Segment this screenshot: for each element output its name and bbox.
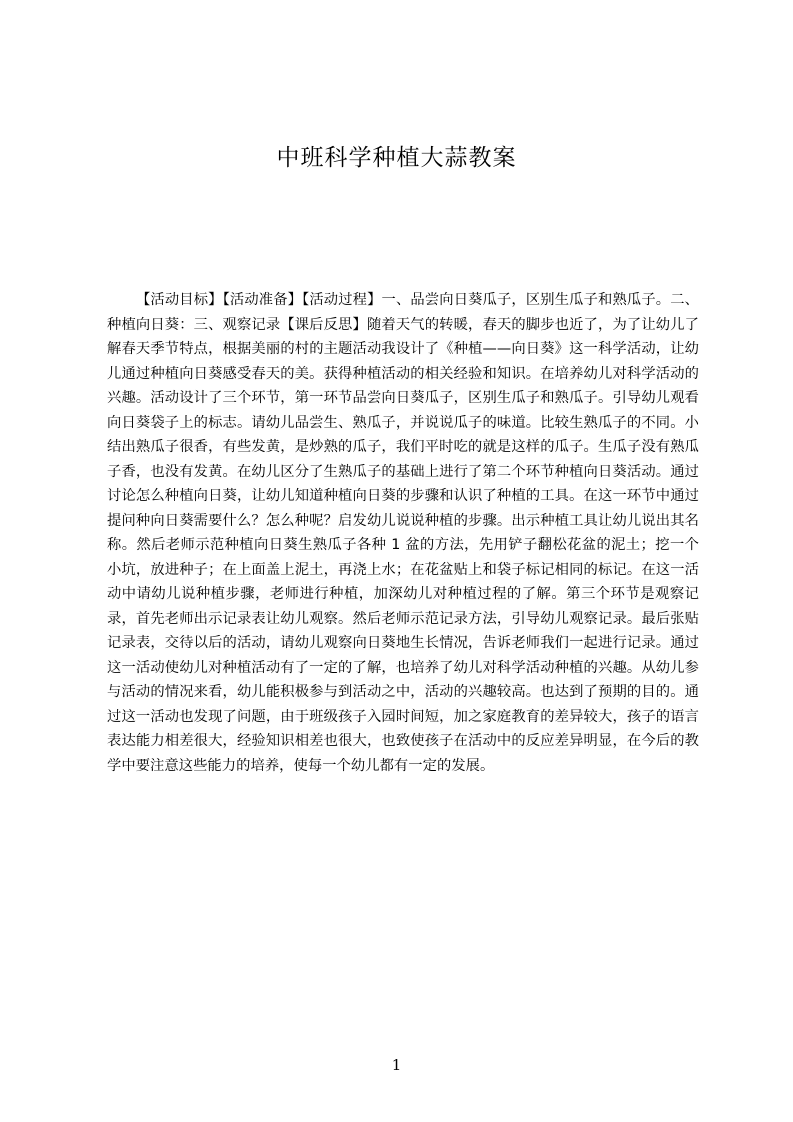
document-title: 中班科学种植大蒜教案 <box>276 145 517 171</box>
document-body-paragraph: 【活动目标】【活动准备】【活动过程】一、品尝向日葵瓜子，区别生瓜子和熟瓜子。二、种植向日葵：三、观察记录【课后反思】随着天气的转暖，春天的脚步也近了，为了让幼儿了解春天季节特点，根据美丽的村的主题活动我设计了《种植——向日葵》这一科学活动，让幼儿通过种植向日葵感受春天的美。获得种植活动的相关经验和知识。在培养幼儿对科学活动的兴趣。活动设计了三个环节，第一环节品尝向日葵瓜子，区别生瓜子和熟瓜子。引导幼儿观看向日葵袋子上的标志。请幼儿品尝生、熟瓜子，并说说瓜子的味道。比较生熟瓜子的不同。小结出熟瓜子很香，有些发黄，是炒熟的瓜子，我们平时吃的就是这样的瓜子。生瓜子没有熟瓜子香，也没有发黄。在幼儿区分了生熟瓜子的基础上进行了第二个环节种植向日葵活动。通过讨论怎么种植向日葵，让幼儿知道种植向日葵的步骤和认识了种植的工具。在这一环节中通过提问种向日葵需要什么？怎么种呢？启发幼儿说说种植的步骤。出示种植工具让幼儿说出其名称。然后老师示范种植向日葵生熟瓜子各种 1 盆的方法，先用铲子翻松花盆的泥土；挖一个小坑，放进种子；在上面盖上泥土，再浇上水；在花盆贴上和袋子标记相同的标记。在这一活动中请幼儿说种植步骤，老师进行种植，加深幼儿对种植过程的了解。第三个环节是观察记录，首先老师出示记录表让幼儿观察。然后老师示范记录方法，引导幼儿观察记录。最后张贴记录表，交待以后的活动，请幼儿观察向日葵地生长情况，告诉老师我们一起进行记录。通过这一活动使幼儿对种植活动有了一定的了解，也培养了幼儿对科学活动种植的兴趣。从幼儿参与活动的情况来看，幼儿能积极参与到活动之中，活动的兴趣较高。也达到了预期的目的。通过这一活动也发现了问题，由于班级孩子入园时间短，加之家庭教育的差异较大，孩子的语言表达能力相差很大，经验知识相差也很大，也致使孩子在活动中的反应差异明显，在今后的教学中要注意这些能力的培养，使每一个幼儿都有一定的发展。 <box>107 292 699 774</box>
page-number: 1 <box>391 1056 402 1074</box>
